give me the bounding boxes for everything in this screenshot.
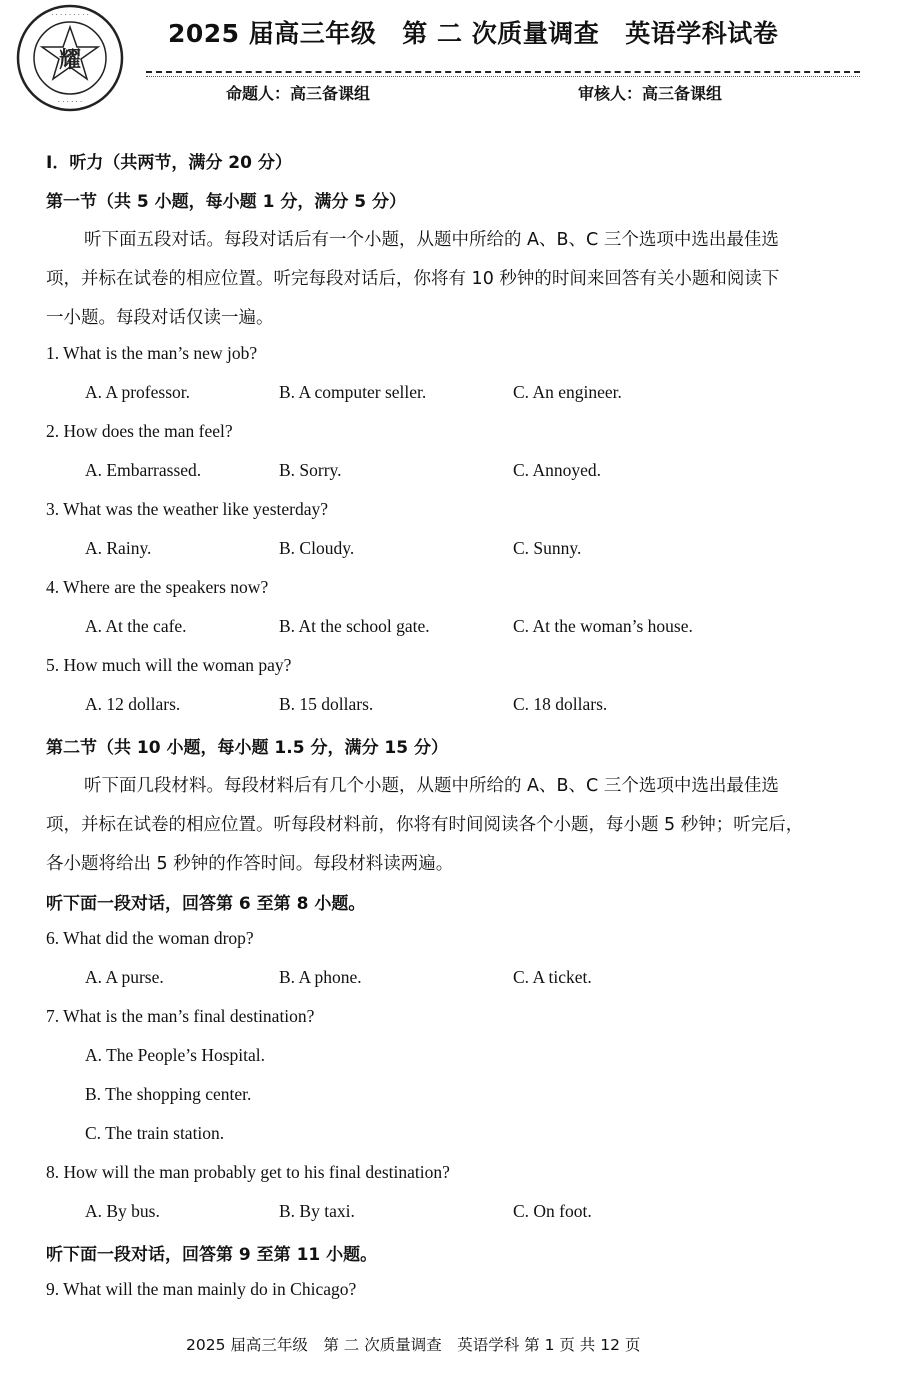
option-a: A. At the cafe. xyxy=(85,616,187,636)
option-a: A. Embarrassed. xyxy=(85,460,202,480)
option-b: B. Cloudy. xyxy=(279,538,355,558)
option-a: A. Rainy. xyxy=(85,538,152,558)
option-c: C. Sunny. xyxy=(513,538,582,558)
part1-heading: 第一节（共 5 小题，每小题 1 分，满分 5 分） xyxy=(46,192,406,212)
question-5: 5. How much will the woman pay? xyxy=(46,655,292,675)
option-c: C. 18 dollars. xyxy=(513,694,608,714)
page-title: 2025 届高三年级 第 二 次质量调查 英语学科试卷 xyxy=(168,19,779,48)
section-heading: I．听力（共两节，满分 20 分） xyxy=(46,153,292,173)
option-c: C. Annoyed. xyxy=(513,460,601,480)
part1-instruction-line: 一小题。每段对话仅读一遍。 xyxy=(46,308,274,328)
option-c: C. At the woman’s house. xyxy=(513,616,693,636)
option-b: B. The shopping center. xyxy=(85,1084,252,1104)
header-divider xyxy=(146,71,860,73)
option-c: C. On foot. xyxy=(513,1201,592,1221)
option-b: B. A computer seller. xyxy=(279,382,427,402)
question-7: 7. What is the man’s final destination? xyxy=(46,1006,315,1026)
school-seal-logo xyxy=(15,3,125,113)
part2-instruction-line: 各小题将给出 5 秒钟的作答时间。每段材料读两遍。 xyxy=(46,854,454,874)
question-9: 9. What will the man mainly do in Chicago? xyxy=(46,1279,357,1299)
option-a: A. By bus. xyxy=(85,1201,160,1221)
part2-instruction-line: 听下面几段材料。每段材料后有几个小题，从题中所给的 A、B、C 三个选项中选出最佳选 xyxy=(84,776,779,796)
question-6: 6. What did the woman drop? xyxy=(46,928,254,948)
option-a: A. The People’s Hospital. xyxy=(85,1045,266,1065)
question-3: 3. What was the weather like yesterday? xyxy=(46,499,328,519)
option-b: B. At the school gate. xyxy=(279,616,430,636)
svg-text:· · · · · ·: · · · · · · xyxy=(57,98,83,106)
option-b: B. Sorry. xyxy=(279,460,342,480)
option-b: B. 15 dollars. xyxy=(279,694,374,714)
question-4: 4. Where are the speakers now? xyxy=(46,577,269,597)
option-b: B. By taxi. xyxy=(279,1201,355,1221)
dialog-heading-9-11: 听下面一段对话，回答第 9 至第 11 小题。 xyxy=(46,1245,378,1265)
question-2: 2. How does the man feel? xyxy=(46,421,233,441)
option-b: B. A phone. xyxy=(279,967,362,987)
header-divider-dotted xyxy=(146,76,860,77)
option-a: A. A professor. xyxy=(85,382,190,402)
author-label: 命题人：高三备课组 xyxy=(226,84,371,103)
question-1: 1. What is the man’s new job? xyxy=(46,343,258,363)
option-a: A. A purse. xyxy=(85,967,164,987)
part2-instruction-line: 项，并标在试卷的相应位置。听每段材料前，你将有时间阅读各个小题，每小题 5 秒钟；听完后， xyxy=(46,815,804,835)
part2-heading: 第二节（共 10 小题，每小题 1.5 分，满分 15 分） xyxy=(46,738,448,758)
option-c: C. The train station. xyxy=(85,1123,225,1143)
dialog-heading-6-8: 听下面一段对话，回答第 6 至第 8 小题。 xyxy=(46,894,366,914)
question-8: 8. How will the man probably get to his final destination? xyxy=(46,1162,450,1182)
option-c: C. An engineer. xyxy=(513,382,622,402)
reviewer-label: 审核人：高三备课组 xyxy=(578,84,723,103)
svg-text:· · · · · · · · ·: · · · · · · · · · xyxy=(51,11,89,19)
svg-text:耀: 耀 xyxy=(58,48,82,73)
part1-instruction-line: 项，并标在试卷的相应位置。听完每段对话后，你将有 10 秒钟的时间来回答有关小题和阅读下 xyxy=(46,269,780,289)
option-a: A. 12 dollars. xyxy=(85,694,181,714)
option-c: C. A ticket. xyxy=(513,967,592,987)
part1-instruction-line: 听下面五段对话。每段对话后有一个小题，从题中所给的 A、B、C 三个选项中选出最佳选 xyxy=(84,230,779,250)
page-footer: 2025 届高三年级 第 二 次质量调查 英语学科 第 1 页 共 12 页 xyxy=(186,1336,641,1354)
